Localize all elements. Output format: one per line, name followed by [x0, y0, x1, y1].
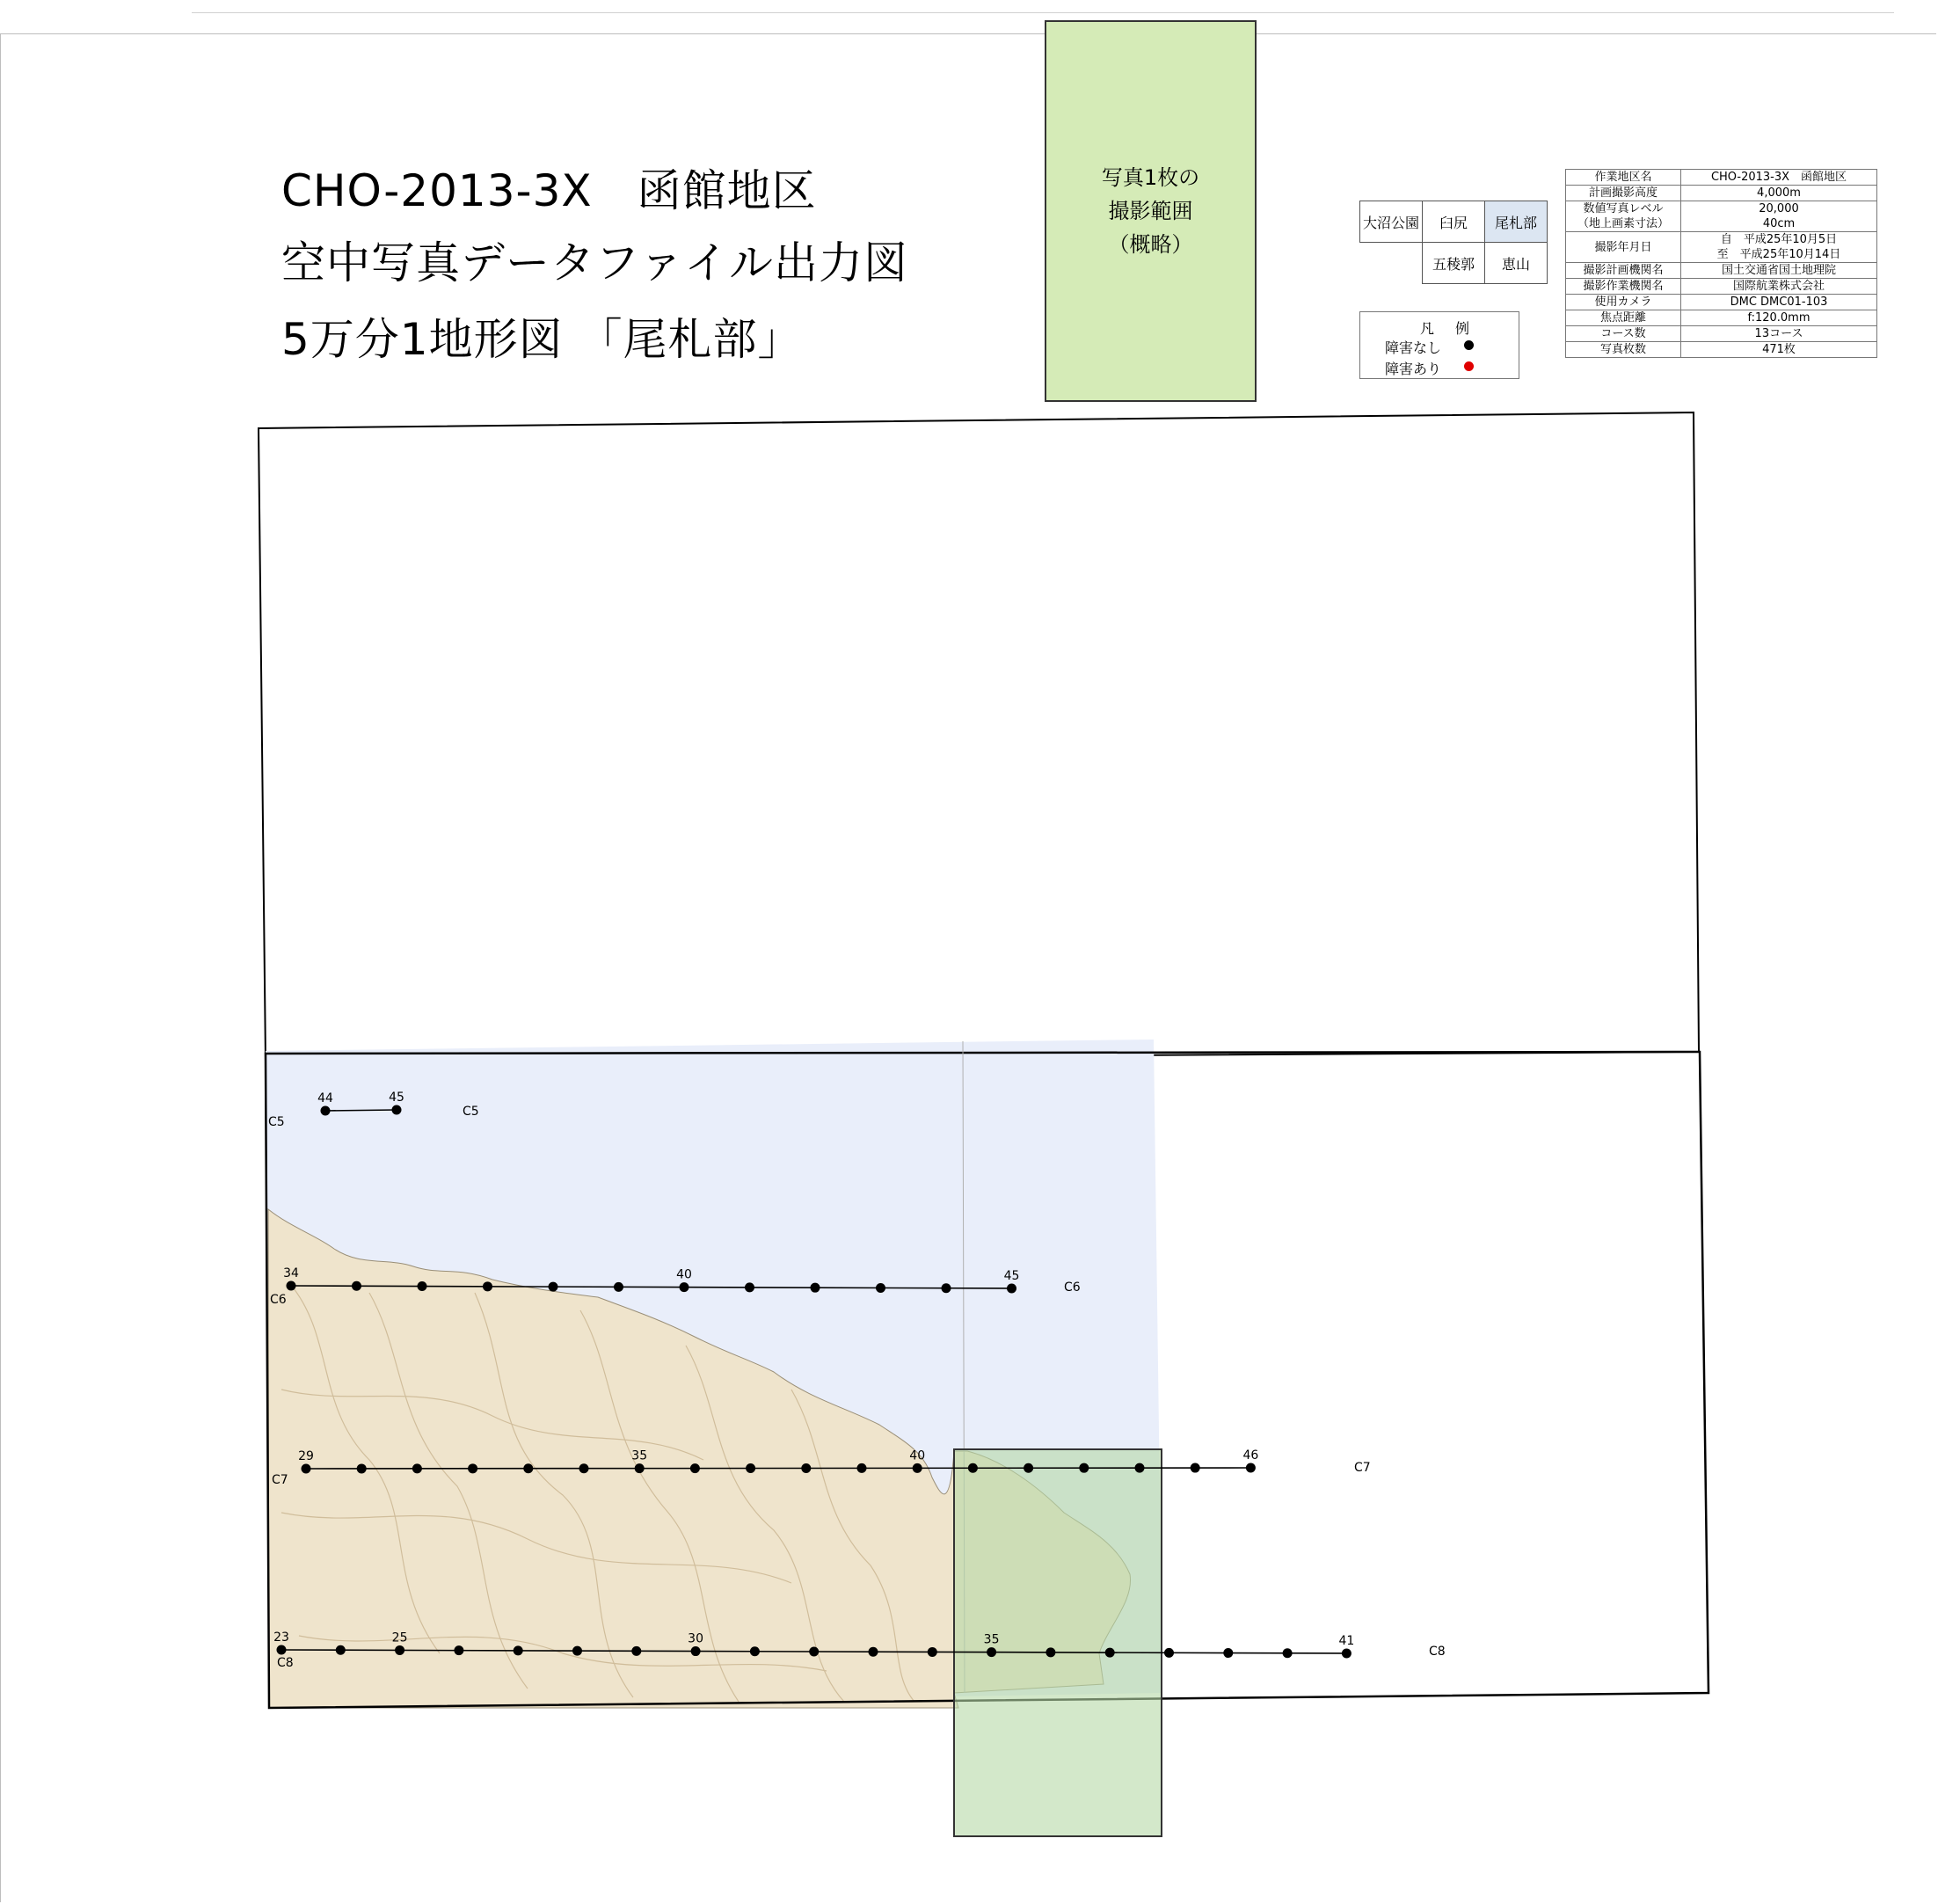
photo-number-label: 40 — [909, 1448, 926, 1463]
coverage-label-2: 撮影範囲 — [1108, 199, 1193, 223]
spec-key: 作業地区名 — [1566, 170, 1681, 186]
photo-point — [1283, 1648, 1293, 1658]
photo-number-label: 29 — [298, 1449, 314, 1463]
sheet-index-cell: 大沼公園 — [1360, 201, 1423, 243]
photo-number-label: 23 — [273, 1630, 289, 1645]
photo-point — [352, 1281, 361, 1291]
photo-number-label: 34 — [283, 1266, 299, 1280]
spec-value: DMC DMC01-103 — [1681, 295, 1877, 310]
photo-point — [1342, 1649, 1352, 1659]
photo-point — [1246, 1463, 1256, 1473]
photo-point — [1079, 1463, 1089, 1473]
title-line-1: CHO-2013-3X 函館地区 — [281, 165, 817, 216]
spec-value: 471枚 — [1681, 342, 1877, 358]
photo-point — [745, 1282, 754, 1292]
course-line — [325, 1110, 397, 1111]
photo-point — [483, 1281, 492, 1291]
photo-point — [746, 1463, 755, 1473]
photo-point — [1007, 1284, 1016, 1294]
photo-point — [1191, 1463, 1200, 1473]
spec-key: 使用カメラ — [1566, 295, 1681, 310]
spec-key: コース数 — [1566, 326, 1681, 342]
spec-value: CHO-2013-3X 函館地区 — [1681, 170, 1877, 186]
photo-number-label: 40 — [676, 1267, 692, 1282]
photo-point — [357, 1463, 367, 1473]
photo-point — [690, 1463, 700, 1473]
photo-point — [913, 1463, 922, 1473]
coverage-label-3: （概略） — [1108, 232, 1193, 257]
photo-point — [514, 1645, 523, 1655]
title-line-2: 空中写真データファイル出力図 — [281, 237, 908, 288]
photo-point — [691, 1646, 701, 1656]
photo-number-label: 25 — [391, 1630, 408, 1645]
spec-value: 国土交通省国土地理院 — [1681, 263, 1877, 279]
spec-key: 写真枚数 — [1566, 342, 1681, 358]
photo-point — [523, 1463, 533, 1473]
photo-point — [1024, 1463, 1033, 1473]
course-name-label: C7 — [1354, 1461, 1371, 1475]
spec-key: 撮影年月日 — [1566, 232, 1681, 263]
photo-number-label: 45 — [1003, 1269, 1020, 1283]
photo-point — [876, 1283, 885, 1293]
photo-point — [631, 1646, 641, 1656]
photo-number-label: 35 — [983, 1632, 1000, 1647]
photo-point — [680, 1282, 689, 1292]
spec-key: 数値写真レベル （地上画素寸法） — [1566, 201, 1681, 232]
photo-number-label: 35 — [631, 1448, 648, 1463]
photo-number-label: 44 — [317, 1091, 333, 1105]
sheet-index-current: 尾札部 — [1485, 201, 1548, 243]
photo-point — [287, 1281, 296, 1291]
course-start-label: C5 — [268, 1115, 285, 1129]
photo-point — [468, 1463, 477, 1473]
course-name-label: C6 — [1064, 1280, 1081, 1295]
coverage-label-1: 写真1枚の — [1101, 165, 1200, 190]
photo-point — [1223, 1648, 1233, 1658]
photo-point — [336, 1645, 346, 1655]
photo-point — [869, 1647, 878, 1657]
photo-point — [395, 1645, 404, 1655]
photo-point — [418, 1281, 427, 1291]
spec-value: 自 平成25年10月5日 至 平成25年10月14日 — [1681, 232, 1877, 263]
photo-point — [321, 1106, 331, 1116]
photo-point — [928, 1647, 937, 1657]
photo-point — [1046, 1647, 1055, 1657]
photo-point — [942, 1283, 951, 1293]
spec-key: 焦点距離 — [1566, 310, 1681, 326]
photo-point — [412, 1463, 422, 1473]
photo-number-label: 41 — [1338, 1634, 1355, 1648]
photo-point — [302, 1464, 311, 1474]
course-line — [306, 1468, 1250, 1469]
spec-value: 国際航業株式会社 — [1681, 279, 1877, 295]
photo-point — [987, 1647, 996, 1657]
sheet-index-cell: 臼尻 — [1423, 201, 1485, 243]
sheet-index-cell: 五稜郭 — [1423, 243, 1485, 284]
title-line-3: 5万分1地形図 「尾札部」 — [281, 314, 803, 365]
legend-label: 障害あり — [1385, 361, 1442, 377]
spec-key: 計画撮影高度 — [1566, 186, 1681, 201]
photo-point — [1164, 1648, 1174, 1658]
photo-point — [454, 1645, 463, 1655]
photo-point — [277, 1645, 287, 1655]
photo-point — [1135, 1463, 1145, 1473]
photo-point — [1105, 1648, 1115, 1658]
legend-title: 凡 例 — [1420, 320, 1474, 337]
course-name-label: C5 — [463, 1105, 479, 1119]
photo-point — [857, 1463, 867, 1473]
upper-sheet-frame — [259, 412, 1699, 1061]
photo-point — [614, 1282, 623, 1292]
course-start-label: C8 — [277, 1656, 294, 1670]
photo-point — [811, 1283, 820, 1293]
photo-number-label: 45 — [389, 1091, 404, 1105]
course-name-label: C8 — [1429, 1645, 1446, 1659]
photo-point — [392, 1105, 402, 1115]
spec-value: 20,000 40cm — [1681, 201, 1877, 232]
photo-point — [968, 1463, 978, 1473]
photo-point — [572, 1646, 582, 1656]
spec-value: f:120.0mm — [1681, 310, 1877, 326]
photo-point — [801, 1463, 811, 1473]
photo-point — [635, 1463, 645, 1473]
course-start-label: C7 — [272, 1473, 288, 1487]
spec-value: 13コース — [1681, 326, 1877, 342]
photo-point — [579, 1463, 589, 1473]
photo-point — [809, 1647, 819, 1657]
photo-point — [750, 1646, 760, 1656]
photo-number-label: 30 — [688, 1631, 704, 1646]
legend-label: 障害なし — [1385, 339, 1442, 356]
course-start-label: C6 — [270, 1293, 287, 1307]
photo-number-label: 46 — [1242, 1448, 1259, 1463]
spec-key: 撮影作業機関名 — [1566, 279, 1681, 295]
sheet-index-cell: 恵山 — [1485, 243, 1548, 284]
spec-value: 4,000m — [1681, 186, 1877, 201]
spec-key: 撮影計画機関名 — [1566, 263, 1681, 279]
photo-point — [549, 1282, 558, 1292]
